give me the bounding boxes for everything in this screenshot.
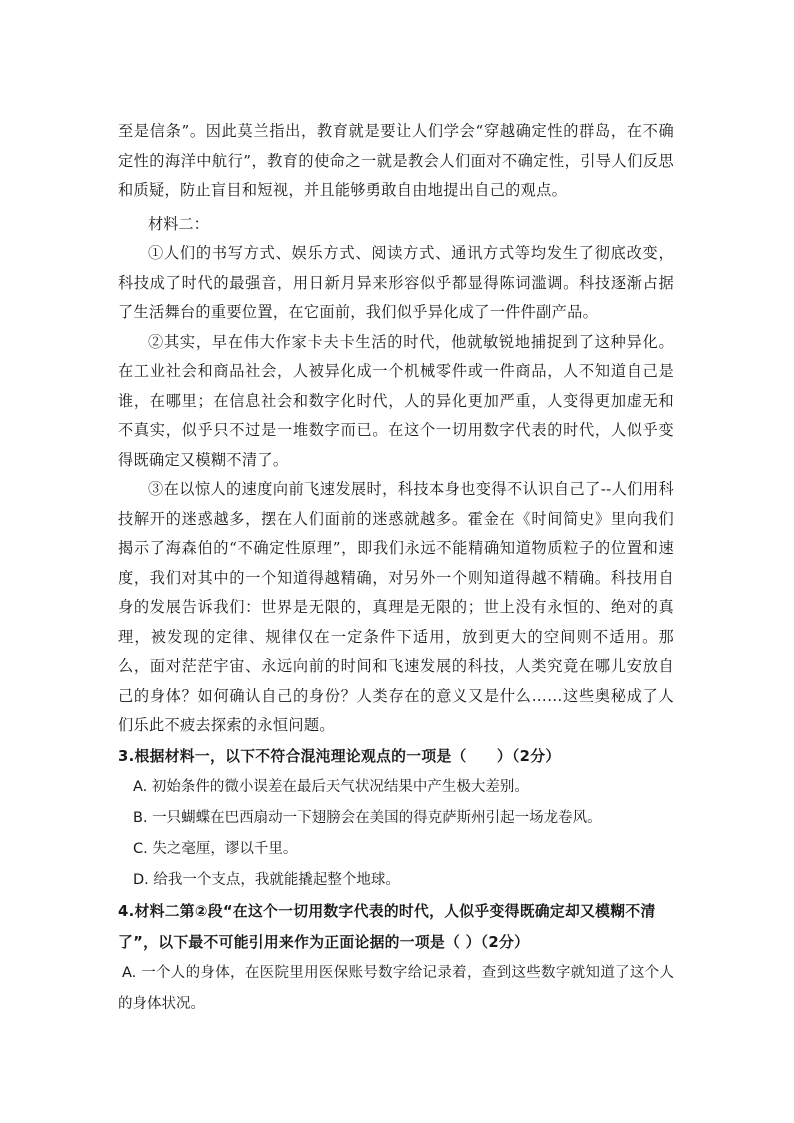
question-4-stem: 4.材料二第②段“在这个一切用数字代表的时代，人似乎变得既确定却又模糊不清了”，以下最不可能引用来作为正面论据的一项是（ ）（2分） (118, 902, 656, 951)
passage-continued-paragraph: 至是信条”。因此莫兰指出，教育就是要让人们学会“穿越确定性的群岛，在不确定性的海洋中航行”，教育的使命之一就是教会人们面对不确定性，引导人们反思和质疑，防止盲目和短视，并且能够勇敢自由地提出自己的观点。 (118, 122, 674, 199)
question-3-option-a: A. 初始条件的微小误差在最后天气状况结果中产生极大差别。 (133, 778, 529, 795)
document-page (118, 117, 674, 1020)
material-two-paragraph-2: ②其实，早在伟大作家卡夫卡生活的时代，他就敏锐地捕捉到了这种异化。在工业社会和商品社会，人被异化成一个机械零件或一件商品，人不知道自己是谁，在哪里；在信息社会和数字化时代，人的异化更加严重，人变得更加虚无和不真实，似乎只不过是一堆数字而已。在这个一切用数字代表的时代，人似乎变得既确定又模糊不清了。 (118, 332, 674, 469)
material-two-paragraph-3: ③在以惊人的速度向前飞速发展时，科技本身也变得不认识自己了--人们用科技解开的迷惑越多，摆在人们面前的迷惑就越多。霍金在《时间简史》里向我们揭示了海森伯的“不确定性原理”，即我们永远不能精确知道物质粒子的位置和速度，我们对其中的一个知道得越精确，对另外一个则知道得越不精确。科技用自身的发展告诉我们：世界是无限的，真理是无限的；世上没有永恒的、绝对的真理，被发现的定律、规律仅在一定条件下适用，放到更大的空间则不适用。那么，面对茫茫宇宙、永远向前的时间和飞速发展的科技，人类究竟在哪儿安放自己的身体？如何确认自己的身份？人类存在的意义又是什么……这些奥秘成了人们乐此不疲去探索的永恒问题。 (118, 480, 674, 734)
question-3-option-b: B. 一只蝴蝶在巴西扇动一下翅膀会在美国的得克萨斯州引起一场龙卷风。 (133, 809, 602, 826)
material-two-heading: 材料二： (148, 214, 209, 233)
question-3-option-c: C. 失之毫厘，谬以千里。 (133, 840, 298, 857)
material-two-paragraph-1: ①人们的书写方式、娱乐方式、阅读方式、通讯方式等均发生了彻底改变，科技成了时代的最强音，用日新月异来形容似乎都显得陈词滥调。科技逐渐占据了生活舞台的重要位置，在它面前，我们似乎异化成了一件件副产品。 (118, 244, 674, 321)
question-3-stem: 3.根据材料一，以下不符合混沌理论观点的一项是（ ）（2分） (118, 747, 561, 765)
question-3-option-d: D. 给我一个支点，我就能撬起整个地球。 (133, 871, 400, 888)
question-4-option-a: A. 一个人的身体，在医院里用医保账号数字给记录着，查到这些数字就知道了这个人的身体状况。 (118, 964, 674, 1012)
